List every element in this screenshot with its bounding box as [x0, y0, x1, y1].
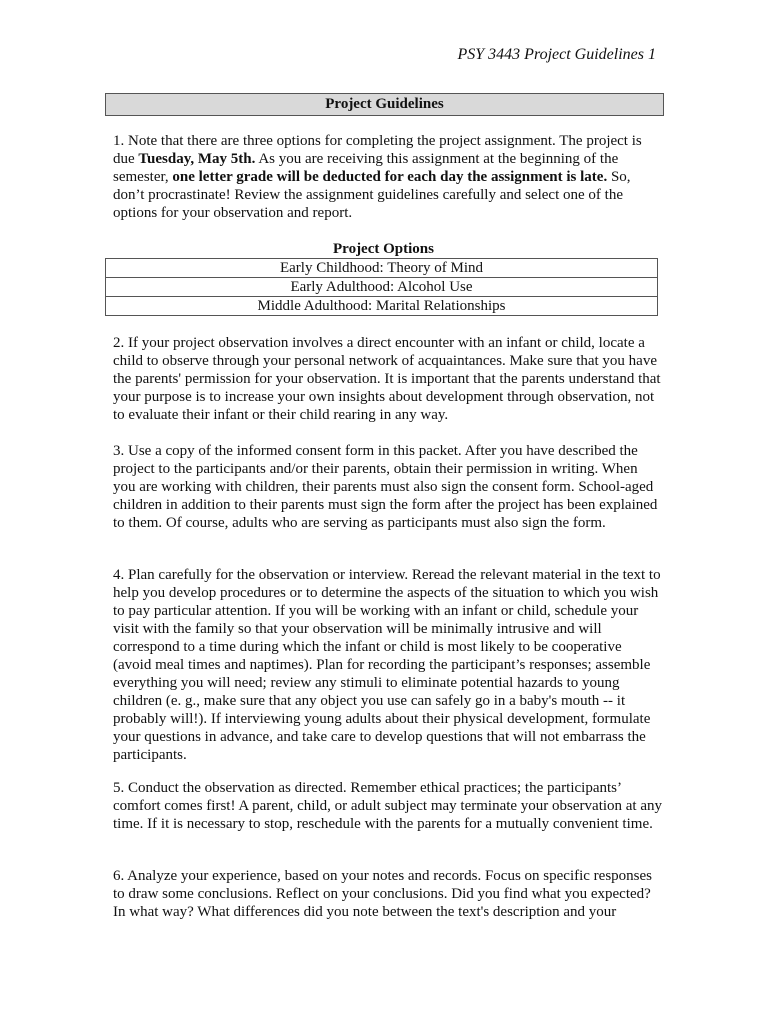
paragraph-4: 4. Plan carefully for the observation or interview. Reread the relevant material in the text to help you develop procedures or to determine the aspects of the situation to which you wish to pay particular attention. If you will be working with an infant or child, schedule your visit with the family so that your observation will be minimally intrusive and will correspond to a time during which the infant or child is most likely to be cooperative (avoid meal times and naptimes). Plan for recording the participant’s responses; assemble everything you will need; review any stimuli to eliminate potential hazards to young children (e. g., make sure that any object you use can safely go in a baby's mouth -- it probably will!). If interviewing young adults about their physical development, formulate your questions in advance, and take care to develop questions that will not embarrass the participants. — [113, 567, 661, 763]
paragraph-5: 5. Conduct the observation as directed. Remember ethical practices; the participants’ comfort comes first! A parent, child, or adult subject may terminate your observation at any time. If it is necessary to stop, reschedule with the parents for a mutually convenient time. — [113, 780, 663, 832]
options-table — [105, 258, 658, 316]
p1-text: As you are receiving this assignment at the beginning of the semester, — [113, 151, 619, 185]
paragraph-3: 3. Use a copy of the informed consent form in this packet. After you have described the project to the participants and/or their parents, obtain their permission in writing. When you are working with children, their parents must also sign the consent form. School-aged children in addition to their parents must sign the form after the project has been explained to them. Of course, adults who are serving as participants must also sign the form. — [113, 443, 658, 531]
p1-text: 1. Note that there are three options for completing the project assignment. The project is due — [113, 133, 642, 167]
option-cell: Early Childhood: Theory of Mind — [106, 259, 658, 278]
option-cell: Middle Adulthood: Marital Relationships — [106, 297, 658, 316]
late-penalty: one letter grade will be deducted for each day the assignment is late. — [172, 169, 608, 185]
due-date: Tuesday, May 5th. — [138, 151, 256, 167]
running-head: PSY 3443 Project Guidelines 1 — [457, 46, 656, 63]
options-title: Project Options — [333, 241, 434, 257]
option-row — [106, 259, 658, 278]
option-row — [106, 278, 658, 297]
paragraph-1 — [113, 132, 663, 222]
p1-text: So, don’t procrastinate! Review the assignment guidelines carefully and select one of the options for your observation and report. — [113, 169, 631, 221]
paragraph-6: 6. Analyze your experience, based on your notes and records. Focus on specific responses to draw some conclusions. Reflect on your conclusions. Did you find what you expected? In what way? What differences did you note between the text's description and your — [113, 868, 653, 920]
option-row — [106, 297, 658, 316]
page-title: Project Guidelines — [105, 93, 664, 116]
option-cell: Early Adulthood: Alcohol Use — [106, 278, 658, 297]
paragraph-2: 2. If your project observation involves a direct encounter with an infant or child, locate a child to observe through your personal network of acquaintances. Make sure that you have the parents' permission for your observation. It is important that the parents understand that your purpose is to increase your own insights about development through observation, not to evaluate their infant or their child rearing in any way. — [113, 335, 661, 423]
